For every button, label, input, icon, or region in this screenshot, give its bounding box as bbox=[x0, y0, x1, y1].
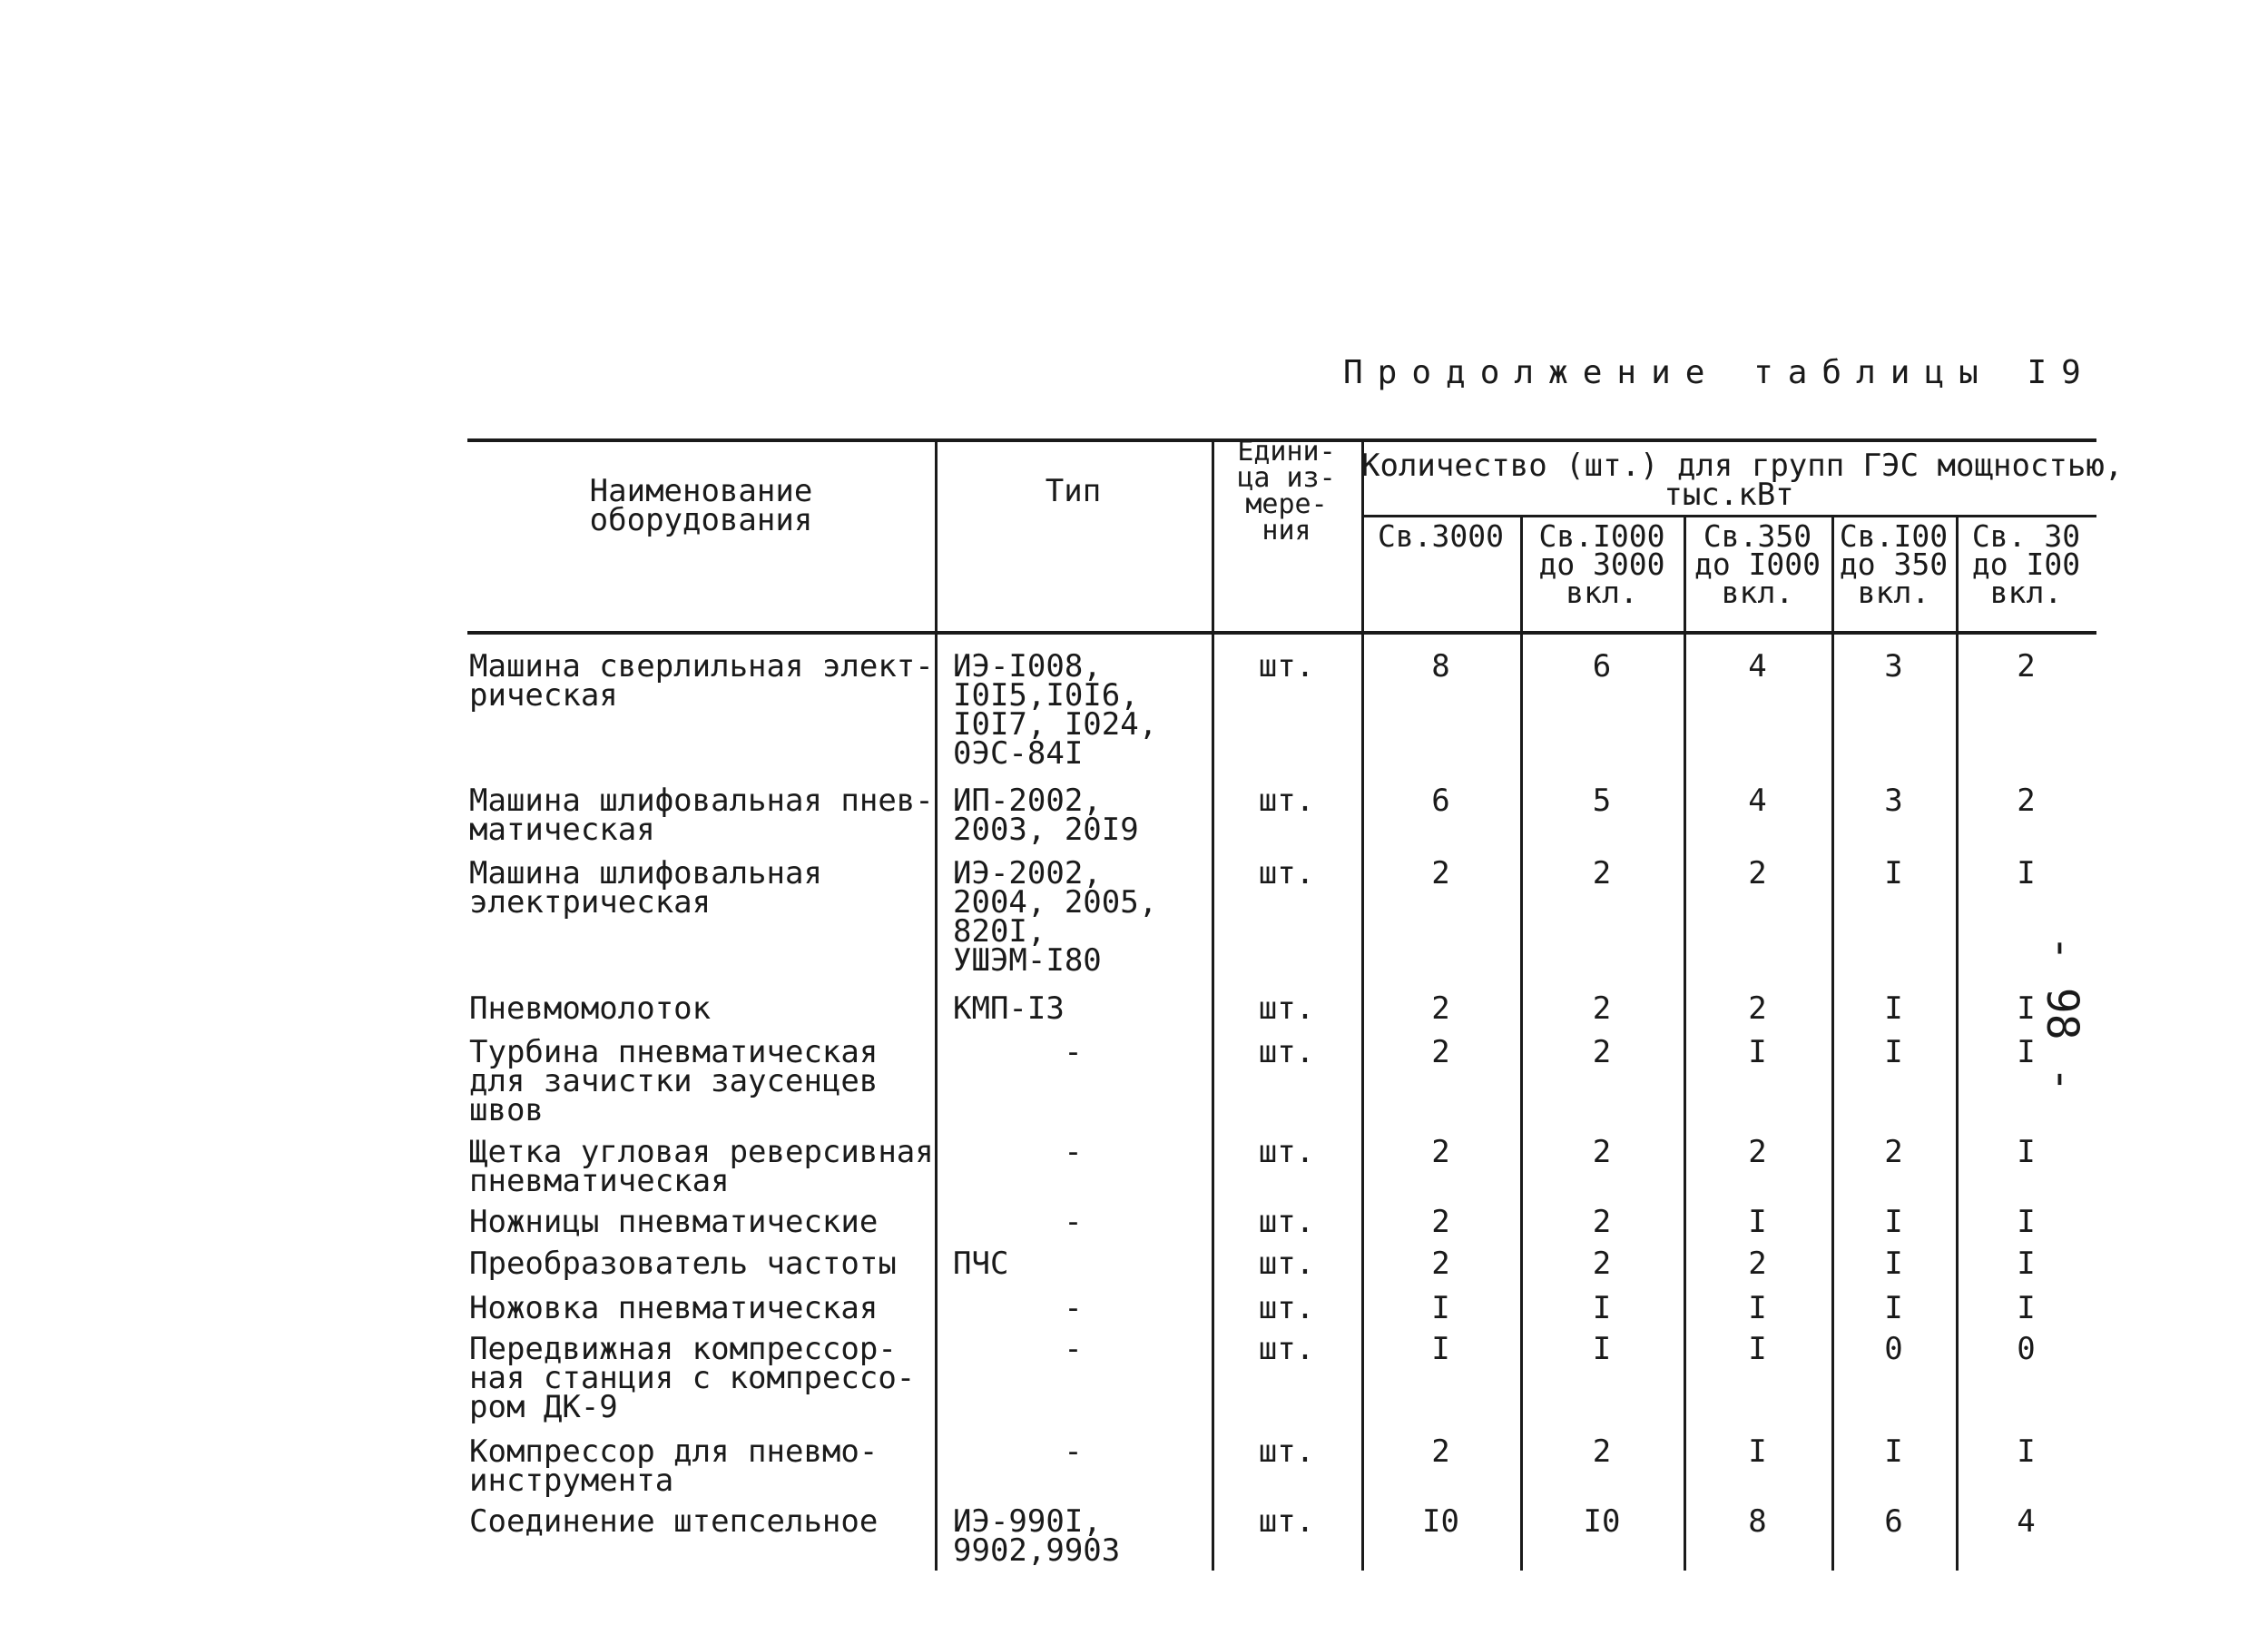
row-unit: шт. bbox=[1258, 1433, 1315, 1470]
row-type: - bbox=[1064, 1034, 1083, 1070]
row-type: - bbox=[1064, 1433, 1083, 1470]
row-unit: шт. bbox=[1258, 648, 1315, 685]
row-value: 2 bbox=[2017, 648, 2036, 685]
table-caption: Продолжение таблицы I9 bbox=[1343, 354, 2096, 391]
row-value: I bbox=[2017, 990, 2036, 1027]
row-value: I bbox=[2017, 1134, 2036, 1170]
row-name: Машина шлифовальная электрическая bbox=[469, 855, 822, 921]
header-group-rule bbox=[1361, 515, 2096, 517]
row-value: 2 bbox=[1748, 1246, 1767, 1282]
row-value: 6 bbox=[1431, 783, 1450, 819]
row-value: I bbox=[2017, 1433, 2036, 1470]
row-type: - bbox=[1064, 1331, 1083, 1367]
row-value: 2 bbox=[1431, 1134, 1450, 1170]
row-value: I bbox=[1884, 1204, 1903, 1240]
column-divider bbox=[935, 438, 938, 1571]
row-value: 2 bbox=[1592, 855, 1612, 891]
header-type: Тип bbox=[1045, 473, 1102, 509]
row-value: 4 bbox=[1748, 783, 1767, 819]
row-value: 2 bbox=[1592, 1034, 1612, 1070]
row-type: ИЭ-990I, 9902,9903 bbox=[953, 1503, 1121, 1569]
row-value: I bbox=[1884, 1246, 1903, 1282]
row-unit: шт. bbox=[1258, 1290, 1315, 1326]
header-group-4: Св.I00 до 350 вкл. bbox=[1839, 518, 1949, 610]
row-value: I bbox=[2017, 1204, 2036, 1240]
row-value: I bbox=[1431, 1290, 1450, 1326]
row-value: 5 bbox=[1592, 783, 1612, 819]
row-value: I bbox=[1748, 1204, 1767, 1240]
row-value: I bbox=[1884, 855, 1903, 891]
row-type: ПЧС bbox=[953, 1246, 1009, 1282]
row-value: I bbox=[1884, 1290, 1903, 1326]
row-value: I bbox=[1592, 1331, 1612, 1367]
header-group-3: Св.350 до I000 вкл. bbox=[1694, 518, 1821, 610]
row-type: КМП-I3 bbox=[953, 990, 1065, 1027]
row-value: I bbox=[1748, 1433, 1767, 1470]
row-value: I bbox=[1884, 990, 1903, 1027]
row-name: Соединение штепсельное bbox=[469, 1503, 879, 1540]
row-value: 2 bbox=[1592, 1246, 1612, 1282]
row-unit: шт. bbox=[1258, 1034, 1315, 1070]
row-value: 2 bbox=[1748, 990, 1767, 1027]
header-quantity: Количество (шт.) для групп ГЭС мощностью, тыс.кВт bbox=[1361, 448, 2124, 513]
row-value: I bbox=[2017, 1034, 2036, 1070]
header-group-5: Св. 30 до I00 вкл. bbox=[1971, 518, 2081, 610]
row-unit: шт. bbox=[1258, 1503, 1315, 1540]
row-unit: шт. bbox=[1258, 855, 1315, 891]
row-name: Ножницы пневматические bbox=[469, 1204, 879, 1240]
row-value: 2 bbox=[1884, 1134, 1903, 1170]
row-unit: шт. bbox=[1258, 1134, 1315, 1170]
row-value: 2 bbox=[1431, 1034, 1450, 1070]
header-bottom-rule bbox=[467, 631, 2096, 635]
header-unit: Едини- ца из- мере- ния bbox=[1237, 436, 1336, 547]
row-value: 2 bbox=[1431, 1433, 1450, 1470]
header-group-1: Св.3000 bbox=[1377, 518, 1505, 554]
row-type: - bbox=[1064, 1204, 1083, 1240]
row-value: 8 bbox=[1748, 1503, 1767, 1540]
page-number: - 98 - bbox=[2037, 935, 2087, 1093]
row-unit: шт. bbox=[1258, 1204, 1315, 1240]
row-value: 2 bbox=[1748, 1134, 1767, 1170]
row-value: 2 bbox=[1431, 1204, 1450, 1240]
row-value: I bbox=[1748, 1290, 1767, 1326]
row-value: 3 bbox=[1884, 648, 1903, 685]
row-value: 2 bbox=[1592, 1134, 1612, 1170]
row-unit: шт. bbox=[1258, 1331, 1315, 1367]
row-value: I0 bbox=[1422, 1503, 1459, 1540]
row-value: 2 bbox=[1431, 1246, 1450, 1282]
row-value: 0 bbox=[2017, 1331, 2036, 1367]
row-name: Ножовка пневматическая bbox=[469, 1290, 879, 1326]
row-name: Машина сверлильная элект- рическая bbox=[469, 648, 934, 714]
row-value: 2 bbox=[1431, 990, 1450, 1027]
row-type: ИЭ-I008, I0I5,I0I6, I0I7, I024, 0ЭС-84I bbox=[953, 648, 1158, 772]
row-value: 2 bbox=[1592, 990, 1612, 1027]
row-value: I bbox=[1592, 1290, 1612, 1326]
row-name: Щетка угловая реверсивная пневматическая bbox=[469, 1134, 934, 1199]
row-value: I bbox=[1748, 1331, 1767, 1367]
row-value: 0 bbox=[1884, 1331, 1903, 1367]
row-type: ИЭ-2002, 2004, 2005, 820I, УШЭМ-I80 bbox=[953, 855, 1158, 979]
header-name: Наименование оборудования bbox=[589, 473, 813, 538]
row-name: Турбина пневматическая для зачистки заусенцев швов bbox=[469, 1034, 879, 1128]
row-value: I0 bbox=[1583, 1503, 1621, 1540]
row-value: 2 bbox=[1431, 855, 1450, 891]
row-value: 2 bbox=[1748, 855, 1767, 891]
row-value: 3 bbox=[1884, 783, 1903, 819]
row-type: ИП-2002, 2003, 20I9 bbox=[953, 783, 1139, 848]
row-unit: шт. bbox=[1258, 990, 1315, 1027]
row-unit: шт. bbox=[1258, 1246, 1315, 1282]
row-value: I bbox=[1748, 1034, 1767, 1070]
row-value: 8 bbox=[1431, 648, 1450, 685]
row-value: I bbox=[1431, 1331, 1450, 1367]
row-name: Машина шлифовальная пнев- матическая bbox=[469, 783, 934, 848]
row-value: 2 bbox=[2017, 783, 2036, 819]
row-value: 2 bbox=[1592, 1433, 1612, 1470]
row-unit: шт. bbox=[1258, 783, 1315, 819]
row-name: Преобразователь частоты bbox=[469, 1246, 897, 1282]
row-value: 4 bbox=[2017, 1503, 2036, 1540]
row-value: 6 bbox=[1592, 648, 1612, 685]
row-name: Пневмомолоток bbox=[469, 990, 712, 1027]
row-type: - bbox=[1064, 1290, 1083, 1326]
header-group-2: Св.I000 до 3000 вкл. bbox=[1538, 518, 1665, 610]
row-type: - bbox=[1064, 1134, 1083, 1170]
row-name: Передвижная компрессор- ная станция с компрессо- ром ДК-9 bbox=[469, 1331, 916, 1425]
row-value: I bbox=[2017, 855, 2036, 891]
row-value: I bbox=[1884, 1433, 1903, 1470]
row-value: 4 bbox=[1748, 648, 1767, 685]
row-name: Компрессор для пневмо- инструмента bbox=[469, 1433, 879, 1499]
row-value: I bbox=[1884, 1034, 1903, 1070]
row-value: 6 bbox=[1884, 1503, 1903, 1540]
row-value: I bbox=[2017, 1290, 2036, 1326]
row-value: I bbox=[2017, 1246, 2036, 1282]
row-value: 2 bbox=[1592, 1204, 1612, 1240]
